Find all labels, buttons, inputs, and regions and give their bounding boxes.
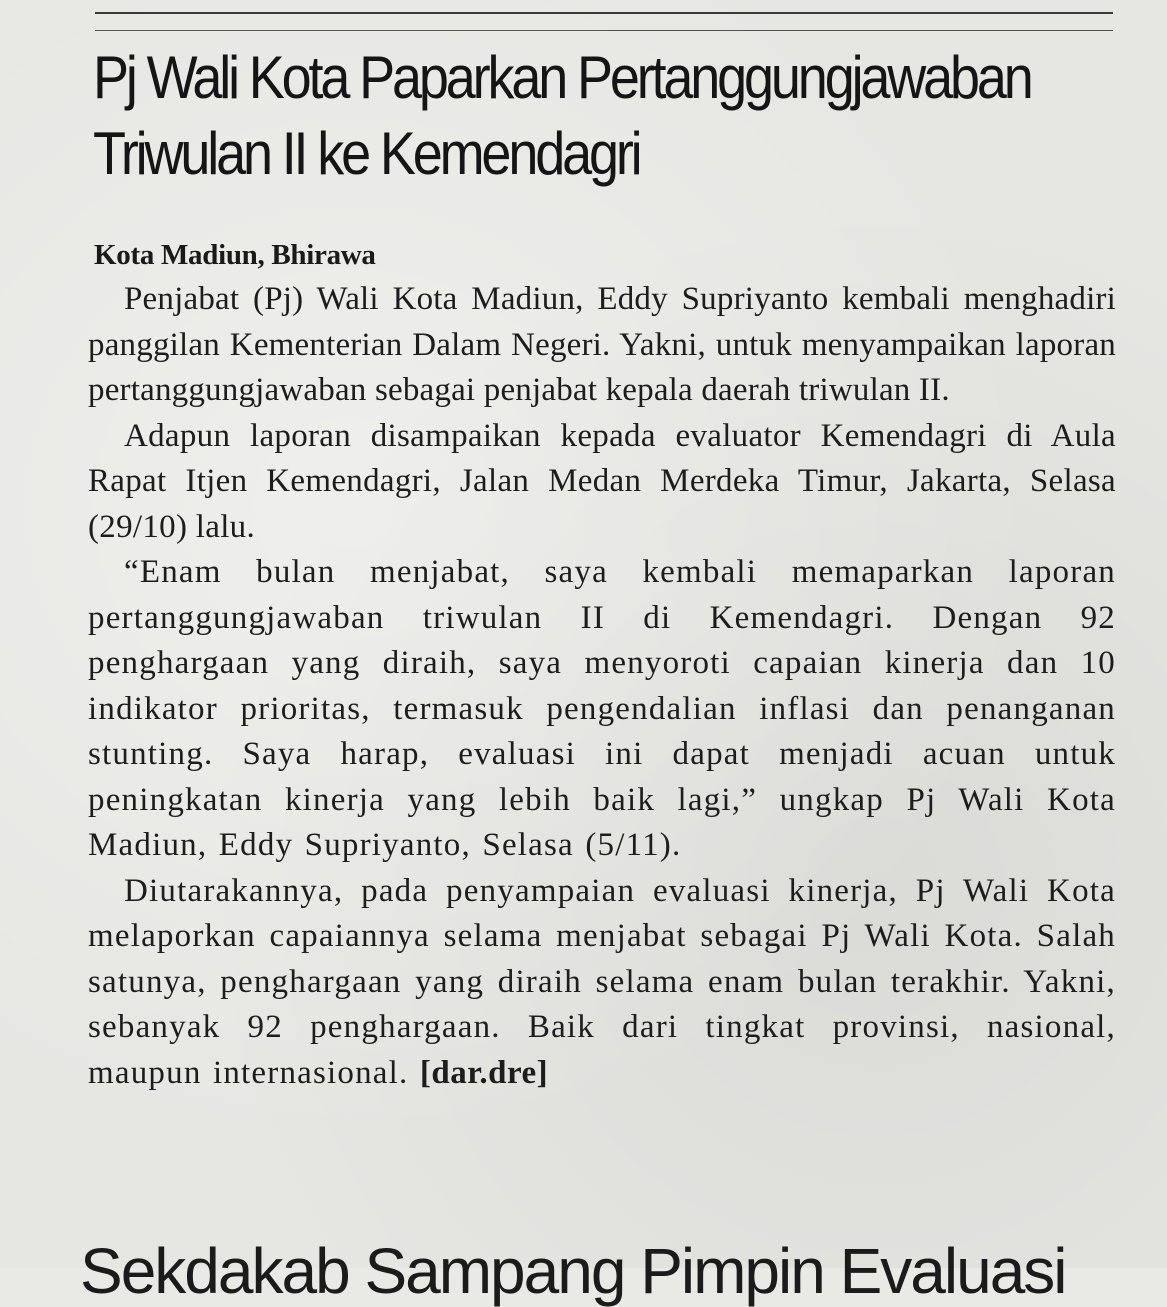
headline-line-2: Triwulan II ke Kemendagri	[93, 120, 640, 187]
paragraph-4	[88, 869, 1116, 1097]
top-rule-thin	[95, 30, 1113, 31]
headline-line-1: Pj Wali Kota Paparkan Pertanggungjawaban	[93, 44, 1031, 111]
paragraph-2: Adapun laporan disampaikan kepada evaluator Kemendagri di Aula Rapat Itjen Kemendagri, Jalan Medan Merdeka Timur, Jakarta, Selasa (29/10) lalu.	[88, 417, 1116, 545]
next-headline-text: Sekdakab Sampang Pimpin Evaluasi	[80, 1235, 1066, 1307]
article-body	[88, 233, 1116, 1096]
paragraph-3: “Enam bulan menjabat, saya kembali memaparkan laporan pertanggungjawaban triwulan II di Kemendagri. Dengan 92 penghargaan yang diraih, saya menyoroti capaian kinerja dan 10 indikator prioritas, termasuk pengendalian inflasi dan penanganan stunting. Saya harap, evaluasi ini dapat menjadi acuan untuk peningkatan kinerja yang lebih baik lagi,” ungkap Pj Wali Kota Madiun, Eddy Supriyanto, Selasa (5/11).	[88, 554, 1116, 863]
next-article-headline-cropped	[80, 1235, 1140, 1307]
paragraph-1: Penjabat (Pj) Wali Kota Madiun, Eddy Supriyanto kembali menghadiri panggilan Kementerian Dalam Negeri. Yakni, untuk menyampaikan laporan pertanggungjawaban sebagai penjabat kepala daerah triwulan II.	[88, 281, 1116, 408]
top-rule	[95, 12, 1113, 14]
article-headline	[93, 40, 1031, 192]
dateline: Kota Madiun, Bhirawa	[94, 239, 376, 271]
author-credit: [dar.dre]	[419, 1054, 549, 1091]
paragraph-4-text: Diutarakannya, pada penyampaian evaluasi kinerja, Pj Wali Kota melaporkan capaiannya selama menjabat sebagai Pj Wali Kota. Salah satunya, penghargaan yang diraih selama enam bulan terakhir. Yakni, sebanyak 92 penghargaan. Baik dari tingkat provinsi, nasional, maupun internasional.	[88, 872, 1116, 1091]
